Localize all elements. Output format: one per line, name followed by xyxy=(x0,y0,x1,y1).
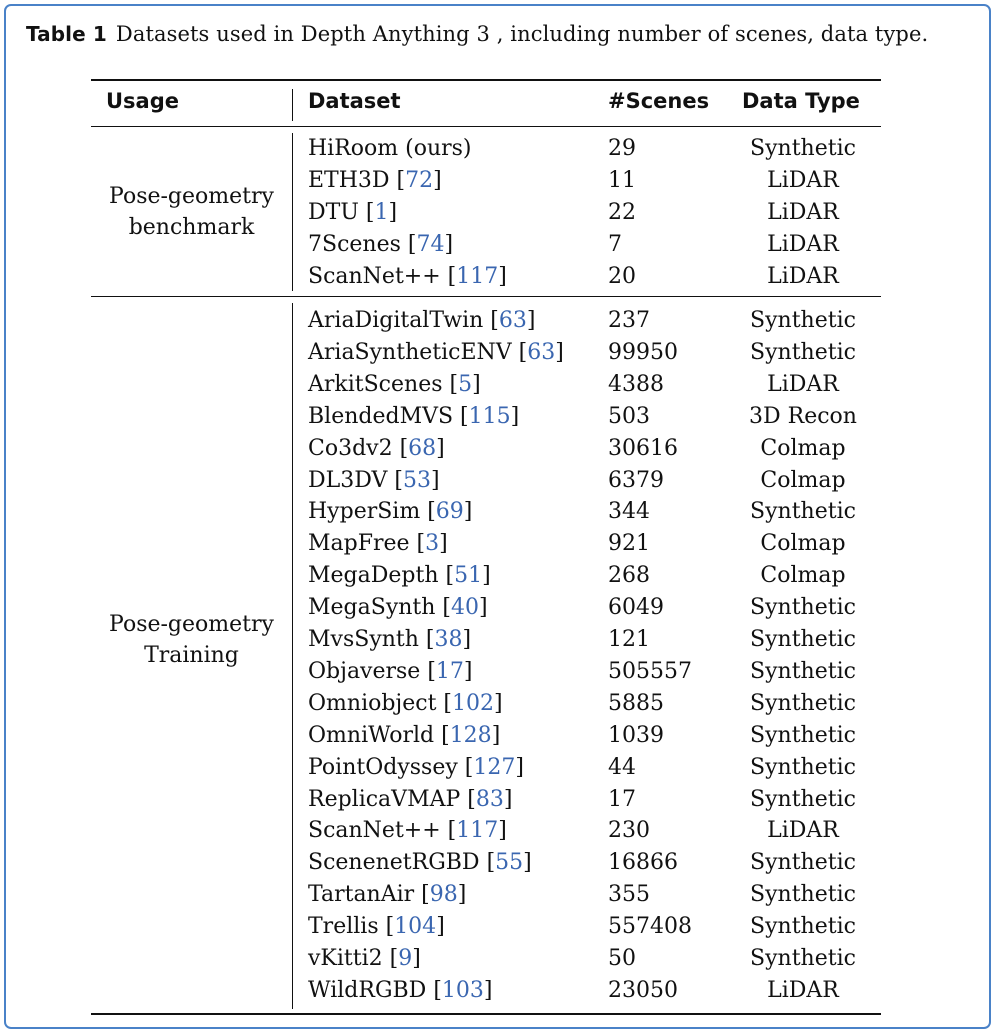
header-scenes: #Scenes xyxy=(608,89,710,113)
scene-count: 1039 xyxy=(608,722,664,748)
citation-link[interactable]: 38 xyxy=(434,627,463,652)
table-row xyxy=(0,752,995,784)
scene-count: 23050 xyxy=(608,977,678,1003)
scene-count: 22 xyxy=(608,199,636,225)
scene-count: 7 xyxy=(608,231,622,257)
dataset-label: MapFree xyxy=(308,531,410,557)
citation-link[interactable]: 83 xyxy=(475,786,504,812)
dataset-label: TartanAir xyxy=(308,882,415,908)
table-row xyxy=(0,560,995,592)
dataset-name: Objaverse [17] xyxy=(308,658,473,684)
dataset-name: Trellis [104] xyxy=(308,914,445,940)
dataset-label: ScanNet++ xyxy=(308,263,441,289)
table-row xyxy=(0,592,995,624)
citation-link[interactable]: 5 xyxy=(458,371,473,397)
dataset-name: DL3DV [53] xyxy=(308,467,440,493)
data-type: Synthetic xyxy=(750,658,856,684)
citation-link[interactable]: 3 xyxy=(425,531,440,557)
header-divider xyxy=(292,89,293,121)
caption-label: Table 1 xyxy=(26,22,107,46)
header-dataset: Dataset xyxy=(308,89,401,113)
table-row xyxy=(0,433,995,465)
table-caption xyxy=(26,22,928,46)
citation-link[interactable]: 115 xyxy=(468,403,511,429)
dataset-name: TartanAir [98] xyxy=(308,882,467,908)
dataset-name: WildRGBD [103] xyxy=(308,977,493,1003)
dataset-label: AriaSyntheticENV xyxy=(308,339,512,365)
dataset-name: ScanNet++ [117] xyxy=(308,263,507,289)
scene-count: 505557 xyxy=(608,658,692,684)
caption-text: Datasets used in Depth Anything 3 , including number of scenes, data type. xyxy=(115,22,929,46)
data-type: Synthetic xyxy=(750,339,856,365)
dataset-name: AriaDigitalTwin [63] xyxy=(308,308,536,333)
citation-link[interactable]: 9 xyxy=(398,946,413,971)
top-rule xyxy=(91,79,881,81)
data-type: Synthetic xyxy=(750,627,856,652)
citation-link[interactable]: 104 xyxy=(394,914,437,940)
citation-link[interactable]: 55 xyxy=(495,850,524,876)
dataset-name: vKitti2 [9] xyxy=(308,946,421,971)
citation-link[interactable]: 98 xyxy=(429,882,458,908)
scene-count: 355 xyxy=(608,882,650,908)
scene-count: 4388 xyxy=(608,371,664,397)
dataset-name: ScanNet++ [117] xyxy=(308,818,507,844)
data-type: Synthetic xyxy=(750,786,856,812)
citation-link[interactable]: 102 xyxy=(452,690,495,716)
dataset-label: Co3dv2 xyxy=(308,435,393,461)
dataset-label: DTU xyxy=(308,199,359,225)
data-type: LiDAR xyxy=(767,977,839,1003)
data-type: LiDAR xyxy=(767,231,839,257)
scene-count: 30616 xyxy=(608,435,678,461)
data-type: Colmap xyxy=(760,531,846,557)
data-type: Synthetic xyxy=(750,722,856,748)
usage-training-line1: Pose-geometry xyxy=(109,612,274,637)
scene-count: 268 xyxy=(608,563,650,589)
dataset-label: HiRoom (ours) xyxy=(308,136,472,161)
citation-link[interactable]: 40 xyxy=(451,595,480,621)
table-row xyxy=(0,815,995,847)
table-row xyxy=(0,165,995,197)
table-row xyxy=(0,879,995,911)
table-row xyxy=(0,401,995,433)
dataset-name: PointOdyssey [127] xyxy=(308,754,524,780)
data-type: 3D Recon xyxy=(749,403,857,429)
citation-link[interactable]: 117 xyxy=(456,263,499,289)
data-type: Synthetic xyxy=(750,914,856,940)
bottom-rule xyxy=(91,1013,881,1015)
citation-link[interactable]: 53 xyxy=(402,467,431,493)
usage-benchmark-line1: Pose-geometry xyxy=(109,184,274,209)
dataset-label: Objaverse xyxy=(308,658,421,684)
data-type: Synthetic xyxy=(750,690,856,716)
dataset-name: OmniWorld [128] xyxy=(308,722,501,748)
scene-count: 121 xyxy=(608,627,650,652)
scene-count: 237 xyxy=(608,308,650,333)
dataset-name: MegaSynth [40] xyxy=(308,595,488,621)
table-row xyxy=(0,656,995,688)
scene-count: 230 xyxy=(608,818,650,844)
dataset-name: Co3dv2 [68] xyxy=(308,435,445,461)
citation-link[interactable]: 74 xyxy=(416,231,445,257)
scene-count: 503 xyxy=(608,403,650,429)
dataset-label: ETH3D xyxy=(308,167,390,193)
dataset-label: MvsSynth xyxy=(308,627,419,652)
dataset-name xyxy=(308,133,472,165)
dataset-name: ArkitScenes [5] xyxy=(308,371,481,397)
dataset-name: DTU [1] xyxy=(308,199,398,225)
data-type: Synthetic xyxy=(750,946,856,971)
citation-link[interactable]: 69 xyxy=(435,499,464,525)
scene-count: 6379 xyxy=(608,467,664,493)
scene-count: 344 xyxy=(608,499,650,525)
table-row xyxy=(0,305,995,337)
dataset-name: ETH3D [72] xyxy=(308,167,442,193)
citation-link[interactable]: 127 xyxy=(473,754,516,780)
table-row xyxy=(0,465,995,497)
citation-link[interactable]: 63 xyxy=(527,339,556,365)
dataset-name: MvsSynth [38] xyxy=(308,627,472,652)
dataset-name: MapFree [3] xyxy=(308,531,448,557)
data-type: LiDAR xyxy=(767,199,839,225)
citation-link[interactable]: 103 xyxy=(441,977,484,1003)
data-type: Synthetic xyxy=(750,882,856,908)
table-row xyxy=(0,337,995,369)
scene-count: 50 xyxy=(608,946,636,971)
table-row xyxy=(0,528,995,560)
dataset-name: ReplicaVMAP [83] xyxy=(308,786,513,812)
dataset-name: MegaDepth [51] xyxy=(308,563,491,589)
scene-count: 20 xyxy=(608,263,636,289)
table-row xyxy=(0,229,995,261)
dataset-name: HyperSim [69] xyxy=(308,499,473,525)
data-type: Synthetic xyxy=(750,308,856,333)
header-data-type: Data Type xyxy=(742,89,860,113)
scene-count: 99950 xyxy=(608,339,678,365)
data-type: LiDAR xyxy=(767,167,839,193)
table-row xyxy=(0,261,995,293)
table-row xyxy=(0,197,995,229)
data-type: Synthetic xyxy=(750,595,856,621)
table-row xyxy=(0,688,995,720)
dataset-label: WildRGBD xyxy=(308,977,427,1003)
dataset-label: ScenenetRGBD xyxy=(308,850,480,876)
dataset-name: 7Scenes [74] xyxy=(308,231,454,257)
table-row xyxy=(0,847,995,879)
table-row xyxy=(0,784,995,816)
scene-count: 557408 xyxy=(608,914,692,940)
table-row xyxy=(0,496,995,528)
data-type: Synthetic xyxy=(750,499,856,525)
citation-link[interactable]: 17 xyxy=(435,658,464,684)
usage-training-line2: Training xyxy=(144,643,239,668)
scene-count: 44 xyxy=(608,754,636,780)
dataset-name: Omniobject [102] xyxy=(308,690,503,716)
citation-link[interactable]: 1 xyxy=(374,199,389,225)
data-type: Synthetic xyxy=(750,136,856,161)
citation-link[interactable]: 63 xyxy=(498,308,527,333)
table-row xyxy=(0,943,995,975)
data-type: LiDAR xyxy=(767,263,839,289)
citation-link[interactable]: 72 xyxy=(405,167,434,193)
data-type: Colmap xyxy=(760,563,846,589)
group-rule xyxy=(91,296,881,297)
table-row xyxy=(0,369,995,401)
data-type: LiDAR xyxy=(767,818,839,844)
dataset-name: ScenenetRGBD [55] xyxy=(308,850,532,876)
dataset-label: Trellis xyxy=(308,914,379,940)
citation-link[interactable]: 68 xyxy=(408,435,437,461)
dataset-label: vKitti2 xyxy=(308,946,383,971)
data-type: LiDAR xyxy=(767,371,839,397)
table-row xyxy=(0,720,995,752)
dataset-label: PointOdyssey xyxy=(308,754,458,780)
scene-count: 5885 xyxy=(608,690,664,716)
dataset-label: OmniWorld xyxy=(308,722,435,748)
dataset-label: ArkitScenes xyxy=(308,371,443,397)
dataset-label: DL3DV xyxy=(308,467,388,493)
usage-benchmark-line2: benchmark xyxy=(128,215,255,240)
dataset-label: BlendedMVS xyxy=(308,403,454,429)
table-row xyxy=(0,911,995,943)
citation-link[interactable]: 128 xyxy=(449,722,492,748)
dataset-name: AriaSyntheticENV [63] xyxy=(308,339,564,365)
data-type: Synthetic xyxy=(750,754,856,780)
scene-count: 16866 xyxy=(608,850,678,876)
scene-count: 6049 xyxy=(608,595,664,621)
citation-link[interactable]: 117 xyxy=(456,818,499,844)
data-type: Colmap xyxy=(760,467,846,493)
table-row xyxy=(0,133,995,165)
citation-link[interactable]: 51 xyxy=(454,563,483,589)
dataset-label: Omniobject xyxy=(308,690,437,716)
dataset-label: ReplicaVMAP xyxy=(308,786,461,812)
dataset-name: BlendedMVS [115] xyxy=(308,403,520,429)
dataset-label: ScanNet++ xyxy=(308,818,441,844)
dataset-label: 7Scenes xyxy=(308,231,401,257)
dataset-label: HyperSim xyxy=(308,499,421,525)
scene-count: 921 xyxy=(608,531,650,557)
dataset-label: MegaDepth xyxy=(308,563,439,589)
dataset-label: AriaDigitalTwin xyxy=(308,308,484,333)
header-rule xyxy=(91,126,881,127)
header-usage: Usage xyxy=(106,89,179,113)
dataset-label: MegaSynth xyxy=(308,595,436,621)
scene-count: 29 xyxy=(608,136,636,161)
data-type: Synthetic xyxy=(750,850,856,876)
table-row xyxy=(0,975,995,1007)
table-row xyxy=(0,624,995,656)
scene-count: 11 xyxy=(608,167,636,193)
data-type: Colmap xyxy=(760,435,846,461)
scene-count: 17 xyxy=(608,786,636,812)
